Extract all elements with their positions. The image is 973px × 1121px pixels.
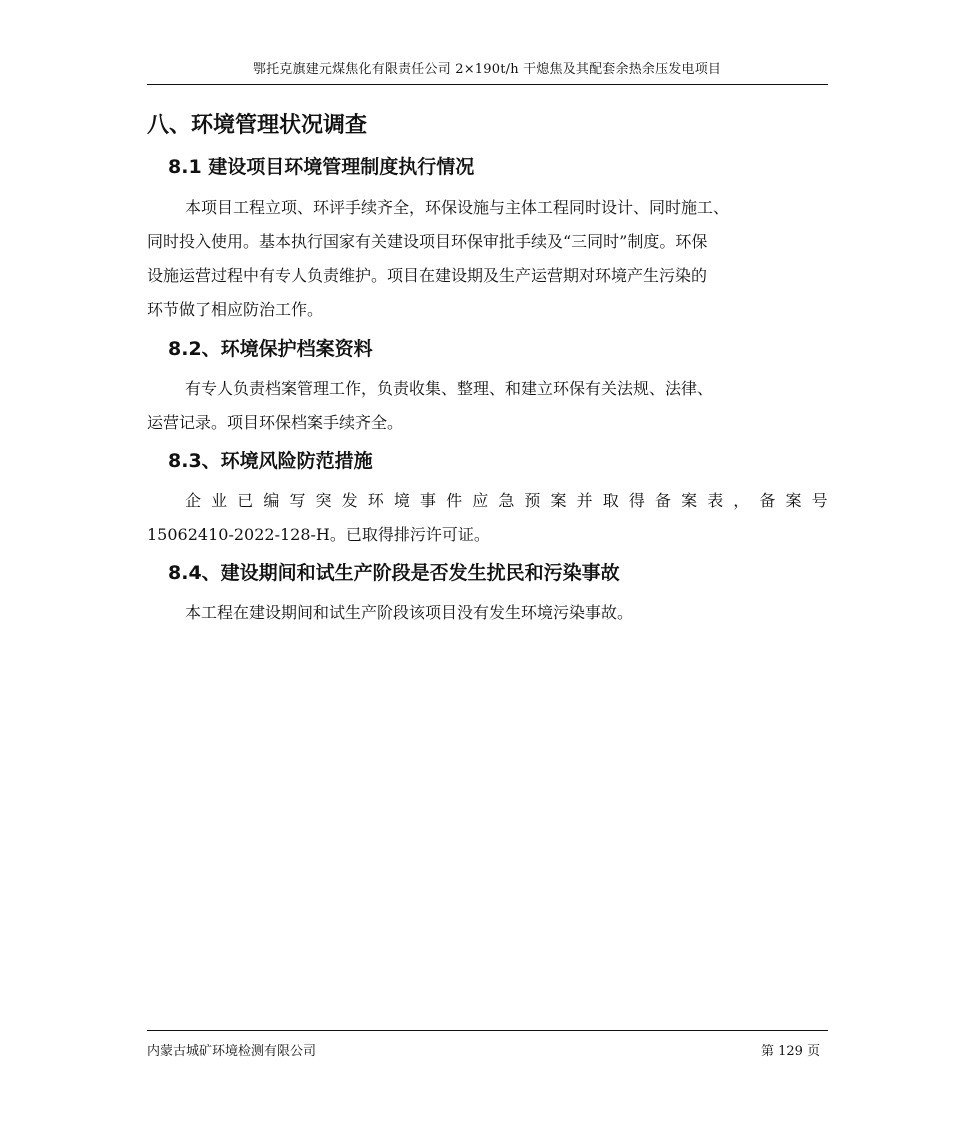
header-divider <box>147 84 828 85</box>
section-body-8-1 <box>147 191 828 327</box>
spread-char: 件 <box>446 491 463 510</box>
paragraph-line: 15062410-2022-128-H。已取得排污许可证。 <box>147 525 490 544</box>
spread-char: 急 <box>498 491 515 510</box>
spread-char: 发 <box>341 491 358 510</box>
spread-char: 突 <box>315 491 332 510</box>
section-heading-8-2: 8.2、环境保护档案资料 <box>168 338 373 360</box>
section-body-8-2 <box>147 372 828 440</box>
paragraph-line: 本项目工程立项、环评手续齐全，环保设施与主体工程同时设计、同时施工、 <box>185 198 730 217</box>
spread-char: 并 <box>576 491 593 510</box>
spread-char: 备 <box>654 491 671 510</box>
footer-divider <box>147 1030 828 1031</box>
chapter-title: 八、环境管理状况调查 <box>147 113 368 138</box>
spread-char: 编 <box>263 491 280 510</box>
section-heading-8-3: 8.3、环境风险防范措施 <box>168 450 373 472</box>
paragraph-line: 设施运营过程中有专人负责维护。项目在建设期及生产运营期对环境产生污染的 <box>147 266 708 285</box>
page-number: 第 129 页 <box>761 1044 821 1059</box>
spread-char: 业 <box>211 491 228 510</box>
section-body-8-4 <box>147 596 828 630</box>
spread-char: 表 <box>707 491 724 510</box>
spread-char: 预 <box>524 491 541 510</box>
header-title: 鄂托克旗建元煤焦化有限责任公司 2×190t/h 干熄焦及其配套余热余压发电项目 <box>252 62 722 77</box>
paragraph-line: 本工程在建设期间和试生产阶段该项目没有发生环境污染事故。 <box>185 603 634 622</box>
paragraph-line-spread <box>147 484 828 518</box>
paragraph-line: 运营记录。项目环保档案手续齐全。 <box>147 413 404 432</box>
spread-char: 得 <box>628 491 645 510</box>
paragraph-line: 环节做了相应防治工作。 <box>147 300 324 319</box>
section-body-8-3 <box>147 484 828 552</box>
section-heading-8-1: 8.1 建设项目环境管理制度执行情况 <box>168 156 475 178</box>
spread-char: 案 <box>681 491 698 510</box>
spread-char: ， <box>733 491 750 510</box>
spread-char: 应 <box>472 491 489 510</box>
spread-text <box>185 484 828 518</box>
paragraph-line: 同时投入使用。基本执行国家有关建设项目环保审批手续及“三同时”制度。环保 <box>147 232 708 251</box>
spread-char: 案 <box>550 491 567 510</box>
spread-char: 企 <box>185 491 202 510</box>
paragraph-line: 有专人负责档案管理工作，负责收集、整理、和建立环保有关法规、法律、 <box>185 379 714 398</box>
spread-char: 写 <box>289 491 306 510</box>
spread-char: 取 <box>602 491 619 510</box>
spread-char: 境 <box>393 491 410 510</box>
spread-char: 环 <box>367 491 384 510</box>
spread-char: 备 <box>759 491 776 510</box>
spread-char: 案 <box>785 491 802 510</box>
section-heading-8-4: 8.4、建设期间和试生产阶段是否发生扰民和污染事故 <box>168 562 620 584</box>
footer-company: 内蒙古城矿环境检测有限公司 <box>147 1044 317 1059</box>
spread-char: 号 <box>811 491 828 510</box>
spread-char: 事 <box>419 491 436 510</box>
spread-char: 已 <box>237 491 254 510</box>
